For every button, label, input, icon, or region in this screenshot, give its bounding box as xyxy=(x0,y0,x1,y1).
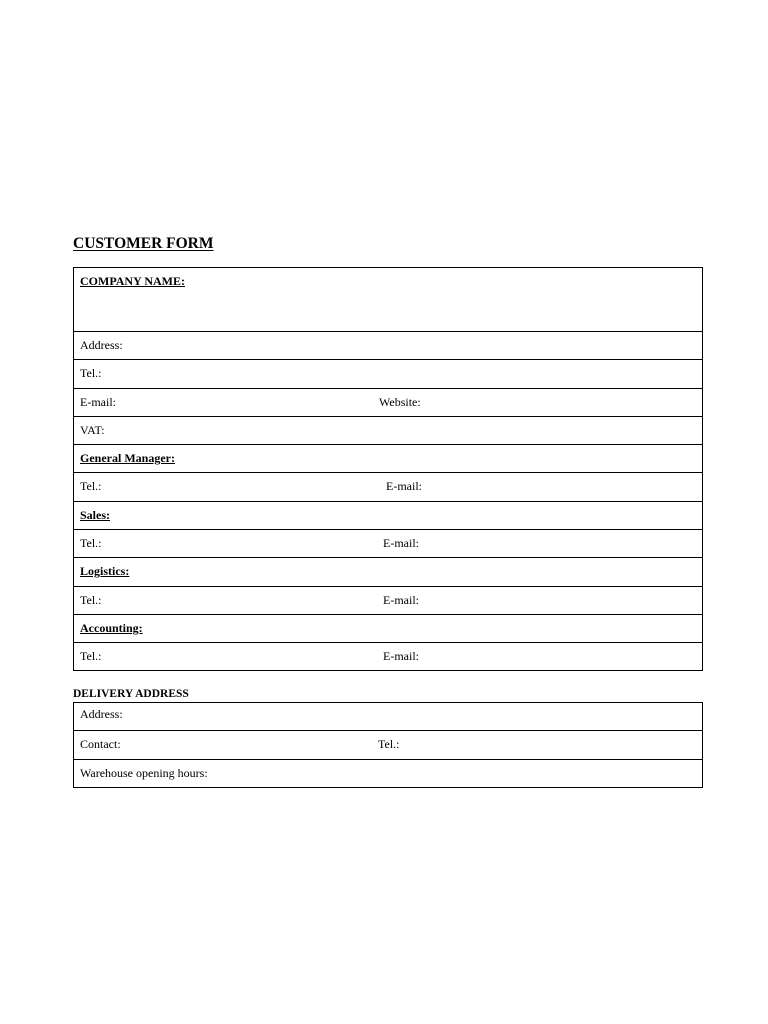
delivery-tel-label: Tel.: xyxy=(378,737,400,752)
delivery-address-title: DELIVERY ADDRESS xyxy=(73,688,189,700)
logistics-heading-row xyxy=(74,558,702,586)
address-label: Address: xyxy=(80,338,123,352)
general-manager-contact-row[interactable] xyxy=(74,473,702,501)
vat-row[interactable] xyxy=(74,417,702,445)
delivery-address-table xyxy=(73,702,703,788)
email-website-row[interactable] xyxy=(74,389,702,417)
email-label: E-mail: xyxy=(80,394,116,409)
accounting-email-label: E-mail: xyxy=(383,649,419,664)
delivery-address-row[interactable] xyxy=(74,703,702,731)
delivery-contact-label: Contact: xyxy=(80,737,121,752)
sales-contact-row[interactable] xyxy=(74,530,702,558)
general-manager-email-label: E-mail: xyxy=(386,479,422,494)
address-row[interactable] xyxy=(74,332,702,360)
company-name-row[interactable] xyxy=(74,268,702,332)
company-info-table xyxy=(73,267,703,671)
accounting-contact-row[interactable] xyxy=(74,643,702,671)
website-label: Website: xyxy=(379,394,421,409)
tel-label: Tel.: xyxy=(80,366,102,381)
general-manager-heading-row xyxy=(74,445,702,473)
sales-email-label: E-mail: xyxy=(383,536,419,551)
tel-row[interactable] xyxy=(74,360,702,388)
accounting-heading: Accounting: xyxy=(80,620,143,635)
sales-tel-label: Tel.: xyxy=(80,536,102,551)
form-title: CUSTOMER FORM xyxy=(73,235,214,252)
logistics-email-label: E-mail: xyxy=(383,592,419,607)
accounting-tel-label: Tel.: xyxy=(80,649,102,664)
logistics-heading: Logistics: xyxy=(80,564,130,579)
general-manager-tel-label: Tel.: xyxy=(80,479,102,494)
warehouse-hours-row[interactable] xyxy=(74,760,702,787)
vat-label: VAT: xyxy=(80,422,105,437)
accounting-heading-row xyxy=(74,615,702,643)
sales-heading: Sales: xyxy=(80,507,110,522)
delivery-address-label: Address: xyxy=(80,707,123,721)
warehouse-hours-label: Warehouse opening hours: xyxy=(80,765,208,780)
delivery-contact-row[interactable] xyxy=(74,731,702,759)
logistics-tel-label: Tel.: xyxy=(80,592,102,607)
sales-heading-row xyxy=(74,502,702,530)
logistics-contact-row[interactable] xyxy=(74,587,702,615)
company-name-label: COMPANY NAME: xyxy=(80,274,185,288)
general-manager-heading: General Manager: xyxy=(80,451,175,466)
